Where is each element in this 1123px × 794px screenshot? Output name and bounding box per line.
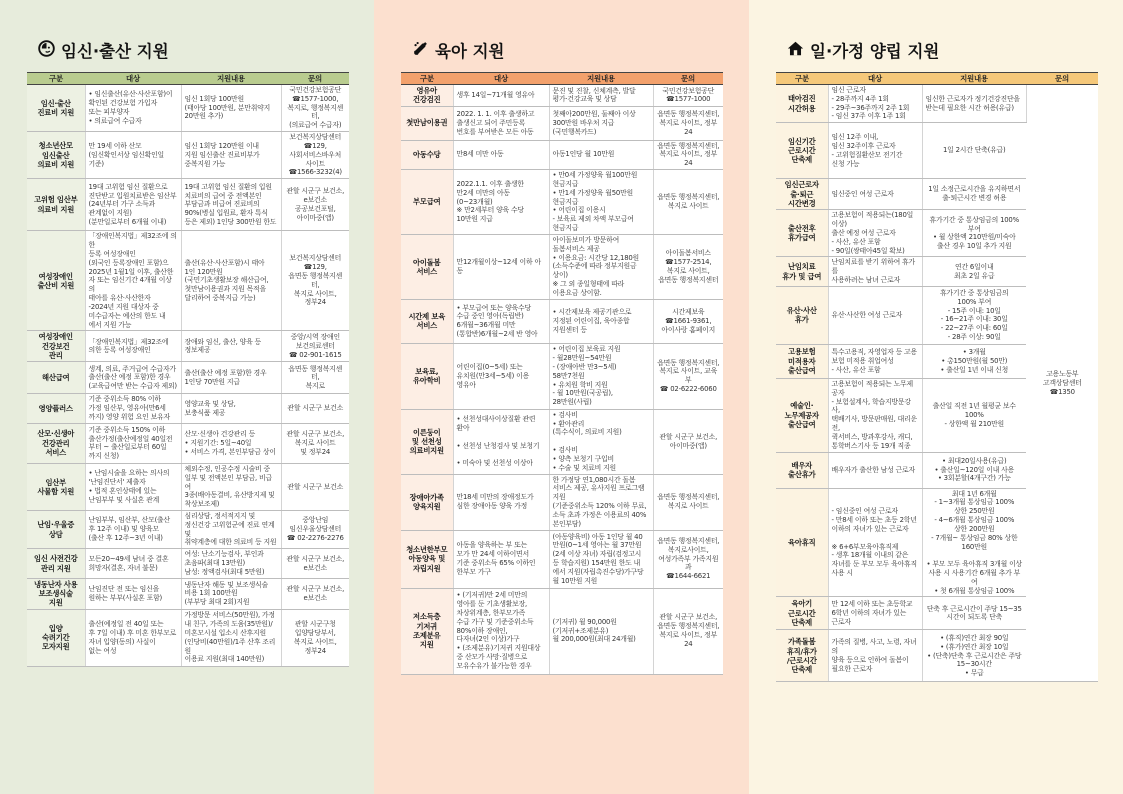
category-cell: 임신기간 근로시간 단축제 bbox=[776, 123, 828, 179]
target-cell: 2022. 1. 1. 이후 출생하고 출생신고 되어 주민등록 번호를 부여받은 모든 아동 bbox=[453, 106, 549, 140]
category-cell: 보육료, 유아학비 bbox=[401, 343, 453, 409]
target-cell: 기준 중위소득 150% 이하 출산가정(출산예정일 40일전 부터 ~ 출산일로부터 60일 까지 신청) bbox=[85, 423, 181, 463]
table-row bbox=[27, 609, 349, 666]
category-cell: 장애아가족 양육지원 bbox=[401, 474, 453, 530]
header-category: 구분 bbox=[27, 73, 85, 85]
table-row bbox=[401, 299, 723, 343]
table-row bbox=[401, 474, 723, 530]
category-cell: 고용보험 미적용자 출산급여 bbox=[776, 344, 828, 378]
content-cell: 산모·신생아 건강관리 등 • 지원기간: 5일~40일 • 서비스 가격, 본인부담금 상이 bbox=[181, 423, 281, 463]
category-cell: 해산급여 bbox=[27, 362, 85, 394]
header-contact: 문의 bbox=[1026, 73, 1098, 85]
category-cell: 유산·사산 휴가 bbox=[776, 286, 828, 344]
target-cell: 만8세 미만 아동 bbox=[453, 140, 549, 169]
table-row bbox=[27, 549, 349, 578]
category-cell: 난임치료 휴가 및 급여 bbox=[776, 257, 828, 286]
content-cell: 휴가기간 중 통상임금의 100% 부여 - 15주 이내: 10일 - 16~21주 이내: 30일 - 22~27주 이내: 60일 - 28주 이상: 90일 bbox=[922, 286, 1026, 344]
content-cell: 단축 후 근로시간이 주당 15~35 시간이 되도록 단축 bbox=[922, 597, 1026, 630]
content-cell: 최대 1년 6개월 - 1~3개월 통상임금 100% 상한 250만원 - 4~6개월 통상임금 100% 상한 200만원 - 7개월~ 통상임금 80% 상한 160만원 • 부모 모두 육아휴직 3개월 이상 사용 시 사용기간 6개월 추가 부여 • 첫 6개월 통상임금 100% bbox=[922, 488, 1026, 597]
category-cell: 임신 사전건강 관리 지원 bbox=[27, 549, 85, 578]
childcare-title: 육아 지원 bbox=[435, 41, 505, 61]
content-cell: • 3개월 • 총150만원(월 50만) • 출산일 1년 이내 신청 bbox=[922, 344, 1026, 378]
content-cell: 체외수정, 인공수정 시술비 중 일부 및 전액본인 부담금, 비급여 3종(배아동결비, 유산방지제 및 착상보조제) bbox=[181, 463, 281, 510]
contact-cell: 관할 시군구 보건소, 복지로 사이트 및 정부24 bbox=[281, 423, 349, 463]
table-row bbox=[27, 578, 349, 609]
category-cell: 난임·우울증 상담 bbox=[27, 511, 85, 549]
target-cell: - 임신중인 여성 근로자 - 만8세 이하 또는 초등 2학년 이하의 자녀가 있는 근로자 ※ 6+6부모육아휴직제 - 생후 18개월 이내의 같은 자녀를 둔 부모 모두 육아휴직 사용 시 bbox=[828, 488, 922, 597]
table-row bbox=[401, 140, 723, 169]
table-row bbox=[401, 85, 723, 107]
target-cell: • (기저귀)만 2세 미만의 영아를 둔 기초생활보장, 차상위계층, 한부모가족 수급 가구 및 기준중위소득 80%이하 장애인, 다자녀(2인 이상)가구 • (조제분유)기저귀 지원대상 중 산모가 사망·질병으로 모유수유가 불가능한 경우 bbox=[453, 588, 549, 674]
table-row bbox=[401, 588, 723, 674]
content-cell: 임신한 근로자가 정기건강진단을 받는데 필요한 시간 허용(유급) bbox=[922, 85, 1026, 123]
target-cell: 난임치료를 받기 위하여 휴가를 사용하려는 남녀 근로자 bbox=[828, 257, 922, 286]
target-cell: 「장애인복지법」제32조에 의한 등록 여성장애인 bbox=[85, 331, 181, 362]
content-cell: 출산일 직전 1년 월평균 보수 100% - 상한액 월 210만원 bbox=[922, 378, 1026, 452]
target-cell: 임신중인 여성 근로자 bbox=[828, 179, 922, 210]
content-cell: 1일 2시간 단축(유급) bbox=[922, 123, 1026, 179]
contact-cell: 아이돌봄서비스 ☎1577-2514, 복지로 사이트, 읍면동 행정복지센터 bbox=[653, 234, 723, 299]
content-cell: • 검사비 • 환아관리 (특수식이, 의료비 지원) • 검사비 • 양측 보청기 구입비 • 수술 및 치료비 지원 bbox=[549, 409, 653, 474]
category-cell: 청소년산모 임신출산 의료비 지원 bbox=[27, 132, 85, 179]
content-cell: 19대 고위험 임신 질환의 입원 치료비의 급여 중 전액본인 부담금과 비급여 진료비의 90%(병실 입원료, 환자 특식 등은 제외) 1인당 300만원 한도 bbox=[181, 179, 281, 231]
contact-cell: 중앙난임 임신우울상담센터 ☎ 02-2276-2276 bbox=[281, 511, 349, 549]
contact-cell: 관할 시군구 보건소 bbox=[281, 463, 349, 510]
content-cell: (기저귀) 월 90,000원 (기저귀+조제분유) 월 200,000원(최대 24개월) bbox=[549, 588, 653, 674]
contact-cell: 국민건강보험공단 ☎1577-1000 bbox=[653, 85, 723, 107]
contact-cell: 읍면동 행정복지센터, 복지로 bbox=[281, 362, 349, 394]
pregnancy-table bbox=[27, 72, 349, 667]
target-cell: 2022.1.1. 이후 출생한 만2세 미만의 아동 (0~23개월) ※ 만2세부터 양육 수당 10만원 지급 bbox=[453, 170, 549, 235]
category-cell: 예술인· 노무제공자 출산급여 bbox=[776, 378, 828, 452]
target-cell: 아동을 양육하는 부 또는 모가 만 24세 이하이면서 기준 중위소득 65% 이하인 한부모 가구 bbox=[453, 530, 549, 588]
content-cell: 휴가기간 중 통상임금의 100% 부여 • 월 상한액 210만원/미숙아 출산 경우 10일 추가 지원 bbox=[922, 210, 1026, 257]
contact-cell: 보건복지상담센터 ☎129, 읍면동 행정복지센터, 복지로 사이트, 정부24 bbox=[281, 231, 349, 331]
content-cell: 임신 1회당 120만원 이내 지원 임신출산 진료비부가 중복지원 가능 bbox=[181, 132, 281, 179]
category-cell: 산모·신생아 건강관리 서비스 bbox=[27, 423, 85, 463]
content-cell: 심리상담, 정서적지지 및 정신건강 고위험군에 진료 연계 및 취약계층에 대한 의료비 등 지원 bbox=[181, 511, 281, 549]
target-cell: 고용보험이 적용되는(180일 이상) 출산 예정 여성 근로자 - 사산, 유산 포함 - 90일(쌍태아45일 확보) bbox=[828, 210, 922, 257]
baby-face-icon bbox=[38, 40, 55, 62]
target-cell: 가족의 질병, 사고, 노령, 자녀의 양육 등으로 인하여 돌봄이 필요한 근로자 bbox=[828, 630, 922, 682]
header-category: 구분 bbox=[776, 73, 828, 85]
target-cell: 만18세 미만의 장애정도가 심한 장애아동 양육 가정 bbox=[453, 474, 549, 530]
content-cell: 가정방문 서비스(50만원), 가정 내 친구, 가족의 도움(35만원)/ 미혼모시설 입소시 산후지원 (인당비(40만원)/1주 산후 조리원 이용료 지원(최대 140만원) bbox=[181, 609, 281, 666]
table-row bbox=[27, 231, 349, 331]
contact-cell: 관할 시군구 보건소, 읍면동 행정복지센터, 복지로 사이트, 정부24 bbox=[653, 588, 723, 674]
content-cell: • 어린이집 보육료 지원 - 월28만원~54만원 - (장애아반 만3~5세) 58만7천원 • 유치원 학비 지원 - 월 10만원(국공립), 28만원(사립) bbox=[549, 343, 653, 409]
category-cell: 영유아 건강검진 bbox=[401, 85, 453, 107]
category-cell: 아이돌봄 서비스 bbox=[401, 234, 453, 299]
category-cell: 임신·출산 진료비 지원 bbox=[27, 85, 85, 132]
contact-cell-merged: 고용노동부 고객상담센터 ☎1350 bbox=[1026, 85, 1098, 682]
table-row bbox=[401, 409, 723, 474]
contact-cell: 읍면동 행정복지센터, 복지로사이트, 여성가족부 가족지원과 ☎1644-6621 bbox=[653, 530, 723, 588]
content-cell: 영양교육 및 상담, 보충식품 제공 bbox=[181, 394, 281, 423]
pregnancy-support-section bbox=[0, 0, 374, 794]
content-cell: 연간 6일이내 최초 2일 유급 bbox=[922, 257, 1026, 286]
contact-cell: 시간제보육 ☎1661-9361, 아이사랑 홈페이지 bbox=[653, 299, 723, 343]
pregnancy-table-body bbox=[27, 85, 349, 667]
target-cell: 19대 고위험 임신 질환으로 진단받고 입원치료받은 임산부 (24년부터 가구 소득과 관계없이 지원) (분만일로부터 6개월 이내) bbox=[85, 179, 181, 231]
category-cell: 첫만남이용권 bbox=[401, 106, 453, 140]
category-cell: 저소득층 기저귀 조제분유 지원 bbox=[401, 588, 453, 674]
contact-cell: 읍면동 행정복지센터, 복지로 사이트, 정부24 bbox=[653, 106, 723, 140]
target-cell: 모든20~49세 남녀 중 결혼 희망자(결혼, 자녀 불문) bbox=[85, 549, 181, 578]
table-row bbox=[27, 85, 349, 132]
target-cell: • 난임시술을 요하는 의사의 '난임진단서' 제출자 • 법적 혼인상태에 있는 난임부부 및 사실혼 관계 bbox=[85, 463, 181, 510]
category-cell: 냉동난자 사용 보조생식술 지원 bbox=[27, 578, 85, 609]
header-content: 지원내용 bbox=[181, 73, 281, 85]
content-cell: • 최대20일사용(유급) • 출산일~120일 이내 사용 • 3회분할(4개구간) 가능 bbox=[922, 452, 1026, 488]
target-cell: 난임부부, 임산부, 산모(출산 후 12주 이내) 및 양육모 (출산 후 12주~3년 이내) bbox=[85, 511, 181, 549]
table-row bbox=[401, 343, 723, 409]
header-content: 지원내용 bbox=[549, 73, 653, 85]
pregnancy-title: 임신·출산 지원 bbox=[61, 41, 169, 61]
contact-cell: 관할 시군구청 입양담당부서, 복지로 사이트, 정부24 bbox=[281, 609, 349, 666]
childcare-table bbox=[401, 72, 723, 675]
table-row bbox=[401, 170, 723, 235]
category-cell: 입양 숙려기간 모자지원 bbox=[27, 609, 85, 666]
content-cell: 아이돌보미가 방문하여 돌봄서비스 제공 • 이용요금: 시간당 12,180원 (소득수준에 따라 정부지원금 상이) ※ 그 외 종일형태에 따라 이용요금 상이함. bbox=[549, 234, 653, 299]
header-target: 대상 bbox=[85, 73, 181, 85]
content-cell: 임신 1회당 100만원 (태아당 100만원, 분만취약지 20만원 추가) bbox=[181, 85, 281, 132]
table-row bbox=[27, 423, 349, 463]
table-row bbox=[27, 511, 349, 549]
target-cell: 특수고용직, 자영업자 등 고용 보험 미적용 취업여성 - 사산, 유산 포함 bbox=[828, 344, 922, 378]
category-cell: 태아검진 시간허용 bbox=[776, 85, 828, 123]
content-cell: • 만0세 가정양육 월100만원 현금지급 • 만1세 가정양육 월50만원 현금지급 • 어린이집 이용시 - 보육료 제외 차액 부모급여 현금지급 bbox=[549, 170, 653, 235]
contact-cell: 중앙/시역 장애인 보건의료센터 ☎ 02-901-1615 bbox=[281, 331, 349, 362]
contact-cell: 관할 시군구 보건소, e보건소 공공보건포털, 아이마중(앱) bbox=[281, 179, 349, 231]
category-cell: 여성장애인 건강보건 관리 bbox=[27, 331, 85, 362]
header-target: 대상 bbox=[828, 73, 922, 85]
work-family-title: 일·가정 양립 지원 bbox=[810, 41, 940, 61]
contact-cell: 관할 시군구 보건소, 아이마중(앱) bbox=[653, 409, 723, 474]
content-cell: 냉동난자 해동 및 보조생식술 비용 1회 100만원 (부부당 최대 2회)지원 bbox=[181, 578, 281, 609]
contact-cell: 보건복지상담센터 ☎129, 사회서비스바우처 사이트 ☎1566-3232(4) bbox=[281, 132, 349, 179]
baby-bottle-icon bbox=[412, 40, 429, 62]
category-cell: 배우자 출산휴가 bbox=[776, 452, 828, 488]
work-family-table-body bbox=[776, 85, 1098, 682]
target-cell: 임신 12주 이내, 임신 32주이후 근로자 - 고위험질환산모 전기간 신청 가능 bbox=[828, 123, 922, 179]
target-cell: • 선천성대사이상질환 관련 환아 • 선천성 난청검사 및 보청기 • 미숙아 및 선천성 이상아 bbox=[453, 409, 549, 474]
content-cell: 1일 소정근로시간을 유지하면서 출·퇴근시간 변경 허용 bbox=[922, 179, 1026, 210]
content-cell: 첫째아200만원, 둘째아 이상 300만원 바우처 지급 (국민행복카드) bbox=[549, 106, 653, 140]
table-row bbox=[27, 132, 349, 179]
content-cell: (아동양육비) 아동 1인당 월 40 만원(0~1세 영아는 월 37만원 (2세 이상 자녀) 자립(검정고시 등 학습지원) 154만원 한도 내 에서 지원(자립촉진수당)가구당 월 10만원 지원 bbox=[549, 530, 653, 588]
work-family-table bbox=[776, 72, 1098, 682]
target-cell: 배우자가 출산한 남성 근로자 bbox=[828, 452, 922, 488]
contact-cell: 관할 시군구 보건소, e보건소 bbox=[281, 578, 349, 609]
category-cell: 가족돌봄 휴직/휴가 /근로시간 단축제 bbox=[776, 630, 828, 682]
table-row bbox=[27, 331, 349, 362]
target-cell: 생계, 의료, 주거급여 수급자가 출산(출산 예정 포함)한 경우 (교육급여만 받는 수급자 제외) bbox=[85, 362, 181, 394]
contact-cell: 읍면동 행정복지센터, 복지로 사이트 bbox=[653, 170, 723, 235]
contact-cell: 관할 시군구 보건소, e보건소 bbox=[281, 549, 349, 578]
category-cell: 육아기 근로시간 단축제 bbox=[776, 597, 828, 630]
category-cell: 아동수당 bbox=[401, 140, 453, 169]
table-row bbox=[401, 234, 723, 299]
table-row bbox=[27, 394, 349, 423]
table-row bbox=[27, 362, 349, 394]
table-row bbox=[401, 106, 723, 140]
section-title bbox=[412, 40, 505, 62]
target-cell: 어린이집(0~5세) 또는 유치원(만3세~5세) 이용 영유아 bbox=[453, 343, 549, 409]
target-cell: 만 12세 이하 또는 초등학교 6학년 이하의 자녀가 있는 근로자 bbox=[828, 597, 922, 630]
header-content: 지원내용 bbox=[922, 73, 1026, 85]
contact-cell: 읍면동 행정복지센터, 복지로 사이트, 교육부 ☎ 02-6222-6060 bbox=[653, 343, 723, 409]
contact-cell: 읍면동 행정복지센터, 복지로 사이트 bbox=[653, 474, 723, 530]
content-cell: 장애와 임신, 출산, 양육 등 정보제공 bbox=[181, 331, 281, 362]
content-cell: 출산(유산·사산포함)시 태아 1인 120만원 (국민기초생활보장 해산급여, 첫만남이용권과 지원 목적을 달리하여 중복지급 가능) bbox=[181, 231, 281, 331]
target-cell: 유산·사산한 여성 근로자 bbox=[828, 286, 922, 344]
target-cell: 만12개월이상~12세 이하 아동 bbox=[453, 234, 549, 299]
section-title bbox=[38, 40, 169, 62]
category-cell: 출산전후 휴가급여 bbox=[776, 210, 828, 257]
target-cell: • 부모급여 또는 양육수당 수급 중인 영아(독립반) 6개월~36개월 미만 (통합반)6개월~2세 반 영아 bbox=[453, 299, 549, 343]
content-cell: 여성: 난소기능검사, 부인과 초음파(최대 13만원) 남성: 정액검사(최대 5만원) bbox=[181, 549, 281, 578]
table-header-row bbox=[401, 73, 723, 85]
content-cell: 한 가정당 연1,080시간 돌봄 서비스 제공, 유사지원 프로그램 지원 (기준중위소득 120% 이하 무료, 소득 초과 가정은 이용료의 40% 본인부담) bbox=[549, 474, 653, 530]
header-contact: 문의 bbox=[653, 73, 723, 85]
childcare-table-body bbox=[401, 85, 723, 675]
target-cell: • 임신출산(유산·사산포함)이 확인된 건강보험 가입자 또는 피부양자 • 의료급여 수급자 bbox=[85, 85, 181, 132]
category-cell: 청소년한부모 아동양육 및 자립지원 bbox=[401, 530, 453, 588]
category-cell: 이른둥이 및 선천성 의료비지원 bbox=[401, 409, 453, 474]
category-cell: 임산부 사물함 지원 bbox=[27, 463, 85, 510]
target-cell: 기준 중위소득 80% 이하 가정 임산부, 영유아(만6세 까지) 영양 위험 요인 보유자 bbox=[85, 394, 181, 423]
content-cell: • 시간제보육 제공기관으로 지정된 어린이집, 육아종합 지원센터 등 bbox=[549, 299, 653, 343]
category-cell: 임신근로자 출·퇴근 시간변경 bbox=[776, 179, 828, 210]
house-icon bbox=[787, 40, 804, 62]
contact-cell: 읍면동 행정복지센터, 복지로 사이트, 정부24 bbox=[653, 140, 723, 169]
content-cell: 문진 및 진찰, 신체계측, 발달 평가·건강교육 및 상담 bbox=[549, 85, 653, 107]
section-title bbox=[787, 40, 939, 62]
target-cell: 임신 근로자 - 28주까지 4주 1회 - 29주~36주까지 2주 1회 - 임신 37주 이후 1주 1회 bbox=[828, 85, 922, 123]
contact-cell: 관할 시군구 보건소 bbox=[281, 394, 349, 423]
category-cell: 육아휴직 bbox=[776, 488, 828, 597]
category-cell: 영양플러스 bbox=[27, 394, 85, 423]
content-cell: 아동1인당 월 10만원 bbox=[549, 140, 653, 169]
table-row bbox=[27, 179, 349, 231]
target-cell: 「장애인복지법」제32조에 의한 등록 여성장애인 (외국인 등록장애인 포함)으 2025년 1월1일 이후, 출산한 자 또는 임신기간 4개월 이상의 태아를 유산·사산한자 -2024년 지원 대상자 중 미수급자는 예산의 한도 내 에서 지원 가능 bbox=[85, 231, 181, 331]
header-category: 구분 bbox=[401, 73, 453, 85]
table-header-row bbox=[776, 73, 1098, 85]
table-row bbox=[27, 463, 349, 510]
childcare-support-section bbox=[374, 0, 749, 794]
work-family-support-section bbox=[749, 0, 1123, 794]
content-cell: • (휴직)연간 최장 90일 • (휴가)연간 최장 10일 • (단축)단축 후 근로시간은 주당 15~30시간 • 무급 bbox=[922, 630, 1026, 682]
category-cell: 부모급여 bbox=[401, 170, 453, 235]
contact-cell: 국민건강보험공단 ☎1577-1000, 복지로, 행정복지센터, (의료급여 수급자) bbox=[281, 85, 349, 132]
target-cell: 만 19세 이하 산모 (임신확인서상 임신확인일 기준) bbox=[85, 132, 181, 179]
target-cell: 출산(예정일 전 40일 또는 후 7일 이내) 후 미혼 한부모로 자녀 입양(동의) 사실이 없는 여성 bbox=[85, 609, 181, 666]
table-header-row bbox=[27, 73, 349, 85]
table-row bbox=[401, 530, 723, 588]
category-cell: 시간제 보육 서비스 bbox=[401, 299, 453, 343]
header-contact: 문의 bbox=[281, 73, 349, 85]
table-row bbox=[776, 85, 1098, 123]
target-cell: 고용보험이 적용되는 노무제공자 - 보험설계사, 학습지방문강사, 택배기사, 방문판매원, 대리운전, 퀵서비스, 방과후강사, 캐디, 통학버스기사 등 19개 직종 bbox=[828, 378, 922, 452]
header-target: 대상 bbox=[453, 73, 549, 85]
category-cell: 여성장애인 출산비 지원 bbox=[27, 231, 85, 331]
content-cell: 출산(출산 예정 포함)한 경우 1인당 70만원 지급 bbox=[181, 362, 281, 394]
target-cell: 생후 14일~71개월 영유아 bbox=[453, 85, 549, 107]
category-cell: 고위험 임산부 의료비 지원 bbox=[27, 179, 85, 231]
target-cell: 난임진단 전 또는 임신을 원하는 부부(사실혼 포함) bbox=[85, 578, 181, 609]
